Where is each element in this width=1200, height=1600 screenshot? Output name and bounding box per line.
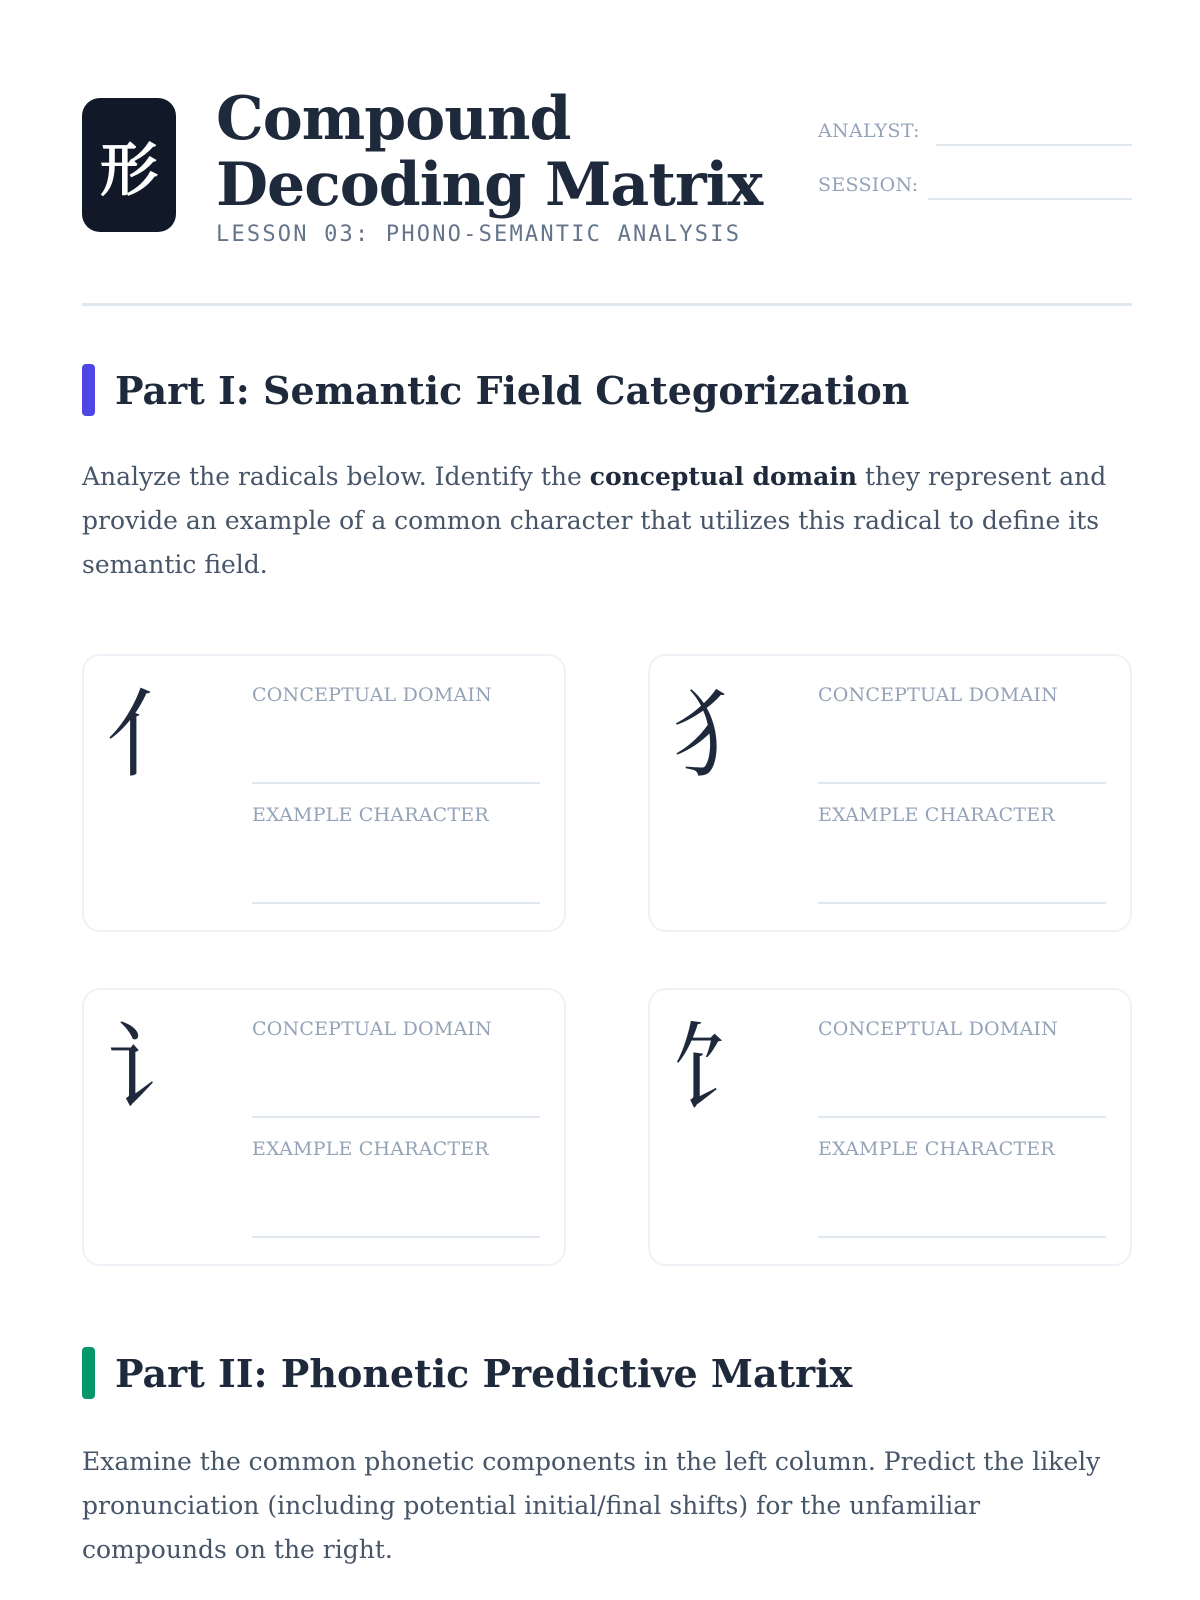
analyst-input-line[interactable] [936,144,1132,146]
session-field[interactable] [818,174,1132,228]
conceptual-domain-input[interactable] [818,1116,1106,1118]
conceptual-domain-input[interactable] [252,1116,540,1118]
example-character-label: EXAMPLE CHARACTER [818,1138,1055,1160]
example-character-input[interactable] [252,902,540,904]
example-character-input[interactable] [818,1236,1106,1238]
title-line-2: Decoding Matrix [216,150,763,220]
logo-badge [82,98,176,232]
radical-card-1 [82,654,566,932]
conceptual-domain-input[interactable] [252,782,540,784]
part1-desc-text: Analyze the radicals below. Identify the [82,462,590,491]
conceptual-domain-label: CONCEPTUAL DOMAIN [818,1018,1058,1040]
conceptual-domain-label: CONCEPTUAL DOMAIN [252,1018,492,1040]
part2-description: Examine the common phonetic components in the left column. Predict the likely pronunciation (including potential initial/final shifts) for the unfamiliar compounds on the right. [82,1447,1101,1564]
part2-title: Part II: Phonetic Predictive Matrix [115,1350,853,1396]
part2-heading [82,1346,1132,1400]
part2-accent-bar [82,1347,95,1399]
conceptual-domain-label: CONCEPTUAL DOMAIN [252,684,492,706]
radical-character: 讠 [106,1013,202,1125]
worksheet-page [82,0,1132,1600]
example-character-label: EXAMPLE CHARACTER [818,804,1055,826]
radical-character: 犭 [672,679,768,791]
session-input-line[interactable] [928,198,1132,200]
radical-character: 饣 [672,1013,768,1125]
session-label: SESSION: [818,174,919,196]
part1-heading [82,363,1132,417]
radical-card-4 [648,988,1132,1266]
header-divider [82,303,1132,306]
analyst-label: ANALYST: [818,120,920,142]
example-character-label: EXAMPLE CHARACTER [252,1138,489,1160]
header [82,86,1132,306]
logo-character: 形 [99,136,158,204]
part1-description [82,455,1132,587]
radical-character: 亻 [106,679,202,791]
part1-accent-bar [82,364,95,416]
part1-desc-text-end: they represent and provide an example of a common character that utilizes this radical to define its semantic field. [82,462,1107,579]
meta-fields [818,120,1132,228]
title-line-1: Compound [216,84,571,154]
example-character-input[interactable] [252,1236,540,1238]
part1-desc-bold: conceptual domain [589,462,858,491]
part1-title: Part I: Semantic Field Categorization [115,367,910,413]
example-character-label: EXAMPLE CHARACTER [252,804,489,826]
example-character-input[interactable] [818,902,1106,904]
lesson-subtitle: LESSON 03: PHONO-SEMANTIC ANALYSIS [216,222,742,247]
analyst-field[interactable] [818,120,1132,174]
radical-card-3 [82,988,566,1266]
conceptual-domain-label: CONCEPTUAL DOMAIN [818,684,1058,706]
conceptual-domain-input[interactable] [818,782,1106,784]
page-title [216,86,776,218]
radical-card-2 [648,654,1132,932]
